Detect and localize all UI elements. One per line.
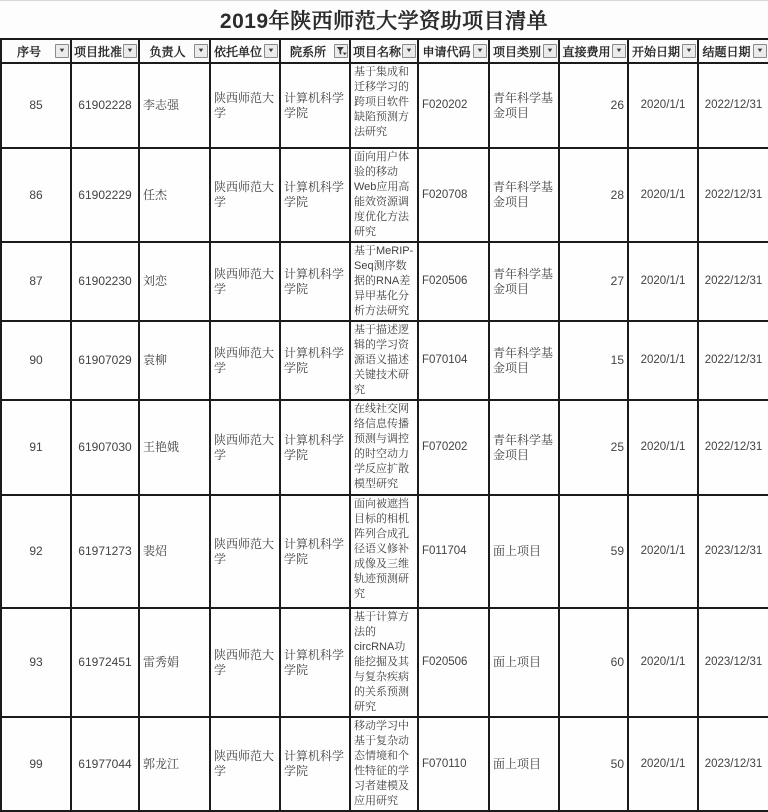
cell-yituodanwei[interactable]: 陕西师范大学: [210, 400, 280, 495]
column-header-leibie[interactable]: [489, 39, 559, 63]
cell-xuhao[interactable]: 91: [1, 400, 71, 495]
cell-zhijiefeiyong[interactable]: 50: [559, 717, 628, 811]
cell-shenqingdaima[interactable]: F070202: [418, 400, 489, 495]
cell-pizhunhao[interactable]: 61907029: [71, 321, 139, 400]
cell-leibie[interactable]: 青年科学基金项目: [489, 242, 559, 321]
cell-mingcheng[interactable]: 基于MeRIP-Seq测序数据的RNA差异甲基化分析方法研究: [350, 242, 418, 321]
cell-jietiriqi[interactable]: 2022/12/31: [698, 148, 768, 242]
cell-jietiriqi[interactable]: 2022/12/31: [698, 63, 768, 148]
cell-yuanxisuo[interactable]: 计算机科学学院: [280, 608, 350, 717]
column-header-xuhao[interactable]: [1, 39, 71, 63]
column-label-zhijiefeiyong: 直接费用: [562, 44, 611, 59]
cell-zhijiefeiyong[interactable]: 60: [559, 608, 628, 717]
cell-pizhunhao[interactable]: 61972451: [71, 608, 139, 717]
cell-mingcheng[interactable]: 基于计算方法的circRNA功能挖掘及其与复杂疾病的关系预测研究: [350, 608, 418, 717]
cell-fuzeren[interactable]: 刘恋: [139, 242, 210, 321]
cell-yuanxisuo[interactable]: 计算机科学学院: [280, 717, 350, 811]
cell-yituodanwei[interactable]: 陕西师范大学: [210, 321, 280, 400]
cell-fuzeren[interactable]: 任杰: [139, 148, 210, 242]
cell-leibie[interactable]: 青年科学基金项目: [489, 148, 559, 242]
cell-yituodanwei[interactable]: 陕西师范大学: [210, 717, 280, 811]
cell-xuhao[interactable]: 93: [1, 608, 71, 717]
column-header-shenqingdaima[interactable]: [418, 39, 489, 63]
column-label-fuzeren: 负责人: [149, 44, 186, 59]
cell-yuanxisuo[interactable]: 计算机科学学院: [280, 321, 350, 400]
table-row: [1, 608, 768, 717]
column-label-yuanxisuo: 院系所: [289, 44, 326, 59]
cell-yuanxisuo[interactable]: 计算机科学学院: [280, 495, 350, 608]
cell-xuhao[interactable]: 85: [1, 63, 71, 148]
cell-xuhao[interactable]: 92: [1, 495, 71, 608]
cell-zhijiefeiyong[interactable]: 27: [559, 242, 628, 321]
cell-leibie[interactable]: 面上项目: [489, 608, 559, 717]
column-header-mingcheng[interactable]: [350, 39, 418, 63]
filter-dropdown-icon[interactable]: ▼: [682, 44, 696, 58]
cell-yituodanwei[interactable]: 陕西师范大学: [210, 148, 280, 242]
table-row: [1, 495, 768, 608]
column-label-yituodanwei: 依托单位: [213, 44, 262, 59]
cell-mingcheng[interactable]: 面向被遮挡目标的相机阵列合成孔径语义修补成像及三维轨迹预测研究: [350, 495, 418, 608]
cell-shenqingdaima[interactable]: F070110: [418, 717, 489, 811]
cell-yuanxisuo[interactable]: 计算机科学学院: [280, 400, 350, 495]
column-label-shenqingdaima: 申请代码: [422, 44, 471, 59]
column-label-kaishiriqi: 开始日期: [631, 44, 680, 59]
cell-kaishiriqi[interactable]: 2020/1/1: [628, 608, 698, 717]
cell-shenqingdaima[interactable]: F020708: [418, 148, 489, 242]
cell-xuhao[interactable]: 99: [1, 717, 71, 811]
cell-jietiriqi[interactable]: 2023/12/31: [698, 717, 768, 811]
cell-leibie[interactable]: 青年科学基金项目: [489, 400, 559, 495]
cell-fuzeren[interactable]: 郭龙江: [139, 717, 210, 811]
table-row: [1, 242, 768, 321]
filter-dropdown-icon[interactable]: ▼: [473, 44, 487, 58]
cell-pizhunhao[interactable]: 61902228: [71, 63, 139, 148]
cell-fuzeren[interactable]: 袁柳: [139, 321, 210, 400]
cell-jietiriqi[interactable]: 2022/12/31: [698, 321, 768, 400]
header-row: [1, 39, 768, 63]
cell-shenqingdaima[interactable]: F020202: [418, 63, 489, 148]
cell-mingcheng[interactable]: 基于集成和迁移学习的跨项目软件缺陷预测方法研究: [350, 63, 418, 148]
cell-fuzeren[interactable]: 王艳娥: [139, 400, 210, 495]
column-label-leibie: 项目类别: [492, 44, 541, 59]
cell-leibie[interactable]: 面上项目: [489, 717, 559, 811]
cell-zhijiefeiyong[interactable]: 28: [559, 148, 628, 242]
cell-jietiriqi[interactable]: 2022/12/31: [698, 400, 768, 495]
table-row: [1, 321, 768, 400]
cell-jietiriqi[interactable]: 2023/12/31: [698, 608, 768, 717]
page-title: 2019年陕西师范大学资助项目清单: [219, 9, 549, 33]
table-row: [1, 63, 768, 148]
table-row: [1, 400, 768, 495]
column-header-zhijiefeiyong[interactable]: [559, 39, 628, 63]
cell-kaishiriqi[interactable]: 2020/1/1: [628, 148, 698, 242]
filter-dropdown-icon[interactable]: ▼: [55, 44, 69, 58]
cell-jietiriqi[interactable]: 2023/12/31: [698, 495, 768, 608]
cell-pizhunhao[interactable]: 61977044: [71, 717, 139, 811]
filter-dropdown-icon[interactable]: ▼: [123, 44, 137, 58]
cell-pizhunhao[interactable]: 61971273: [71, 495, 139, 608]
cell-yituodanwei[interactable]: 陕西师范大学: [210, 242, 280, 321]
cell-yituodanwei[interactable]: 陕西师范大学: [210, 608, 280, 717]
cell-leibie[interactable]: 面上项目: [489, 495, 559, 608]
cell-pizhunhao[interactable]: 61907030: [71, 400, 139, 495]
cell-xuhao[interactable]: 87: [1, 242, 71, 321]
cell-yuanxisuo[interactable]: 计算机科学学院: [280, 148, 350, 242]
cell-kaishiriqi[interactable]: 2020/1/1: [628, 321, 698, 400]
cell-leibie[interactable]: 青年科学基金项目: [489, 63, 559, 148]
cell-kaishiriqi[interactable]: 2020/1/1: [628, 400, 698, 495]
cell-mingcheng[interactable]: 面向用户体验的移动Web应用高能效资源调度优化方法研究: [350, 148, 418, 242]
cell-kaishiriqi[interactable]: 2020/1/1: [628, 495, 698, 608]
cell-xuhao[interactable]: 90: [1, 321, 71, 400]
cell-zhijiefeiyong[interactable]: 59: [559, 495, 628, 608]
cell-shenqingdaima[interactable]: F011704: [418, 495, 489, 608]
table-row: [1, 717, 768, 811]
cell-shenqingdaima[interactable]: F020506: [418, 608, 489, 717]
cell-yuanxisuo[interactable]: 计算机科学学院: [280, 242, 350, 321]
table-row: [1, 148, 768, 242]
filter-dropdown-icon[interactable]: ▼: [194, 44, 208, 58]
filter-dropdown-icon[interactable]: ▼: [753, 44, 767, 58]
cell-yituodanwei[interactable]: 陕西师范大学: [210, 495, 280, 608]
column-label-pizhunhao: 项目批准: [73, 44, 122, 59]
cell-zhijiefeiyong[interactable]: 15: [559, 321, 628, 400]
cell-fuzeren[interactable]: 雷秀娟: [139, 608, 210, 717]
column-header-yituodanwei[interactable]: [210, 39, 280, 63]
column-label-mingcheng: 项目名称: [352, 44, 401, 59]
cell-pizhunhao[interactable]: 61902229: [71, 148, 139, 242]
column-header-fuzeren[interactable]: [139, 39, 210, 63]
filter-dropdown-icon[interactable]: ▼: [612, 44, 626, 58]
column-header-yuanxisuo[interactable]: [280, 39, 350, 63]
cell-zhijiefeiyong[interactable]: 26: [559, 63, 628, 148]
filter-dropdown-icon[interactable]: ▼: [402, 44, 416, 58]
cell-mingcheng[interactable]: 在线社交网络信息传播预测与调控的时空动力学反应扩散模型研究: [350, 400, 418, 495]
cell-zhijiefeiyong[interactable]: 25: [559, 400, 628, 495]
filter-dropdown-icon[interactable]: ▼: [543, 44, 557, 58]
projects-table: [0, 38, 768, 812]
cell-kaishiriqi[interactable]: 2020/1/1: [628, 63, 698, 148]
column-header-jietiriqi[interactable]: [698, 39, 768, 63]
cell-kaishiriqi[interactable]: 2020/1/1: [628, 717, 698, 811]
cell-pizhunhao[interactable]: 61902230: [71, 242, 139, 321]
column-header-kaishiriqi[interactable]: [628, 39, 698, 63]
filter-dropdown-icon[interactable]: ▼: [264, 44, 278, 58]
cell-mingcheng[interactable]: 基于描述逻辑的学习资源语义描述关键技术研究: [350, 321, 418, 400]
cell-leibie[interactable]: 青年科学基金项目: [489, 321, 559, 400]
cell-kaishiriqi[interactable]: 2020/1/1: [628, 242, 698, 321]
cell-mingcheng[interactable]: 移动学习中基于复杂动态情境和个性特征的学习者建模及应用研究: [350, 717, 418, 811]
cell-fuzeren[interactable]: 李志强: [139, 63, 210, 148]
cell-jietiriqi[interactable]: 2022/12/31: [698, 242, 768, 321]
cell-yituodanwei[interactable]: 陕西师范大学: [210, 63, 280, 148]
column-label-jietiriqi: 结题日期: [702, 44, 751, 59]
cell-shenqingdaima[interactable]: F020506: [418, 242, 489, 321]
column-label-xuhao: 序号: [16, 44, 41, 59]
cell-yuanxisuo[interactable]: 计算机科学学院: [280, 63, 350, 148]
column-header-pizhunhao[interactable]: [71, 39, 139, 63]
filter-active-icon[interactable]: [334, 44, 348, 58]
cell-xuhao[interactable]: 86: [1, 148, 71, 242]
cell-fuzeren[interactable]: 裴炤: [139, 495, 210, 608]
cell-shenqingdaima[interactable]: F070104: [418, 321, 489, 400]
